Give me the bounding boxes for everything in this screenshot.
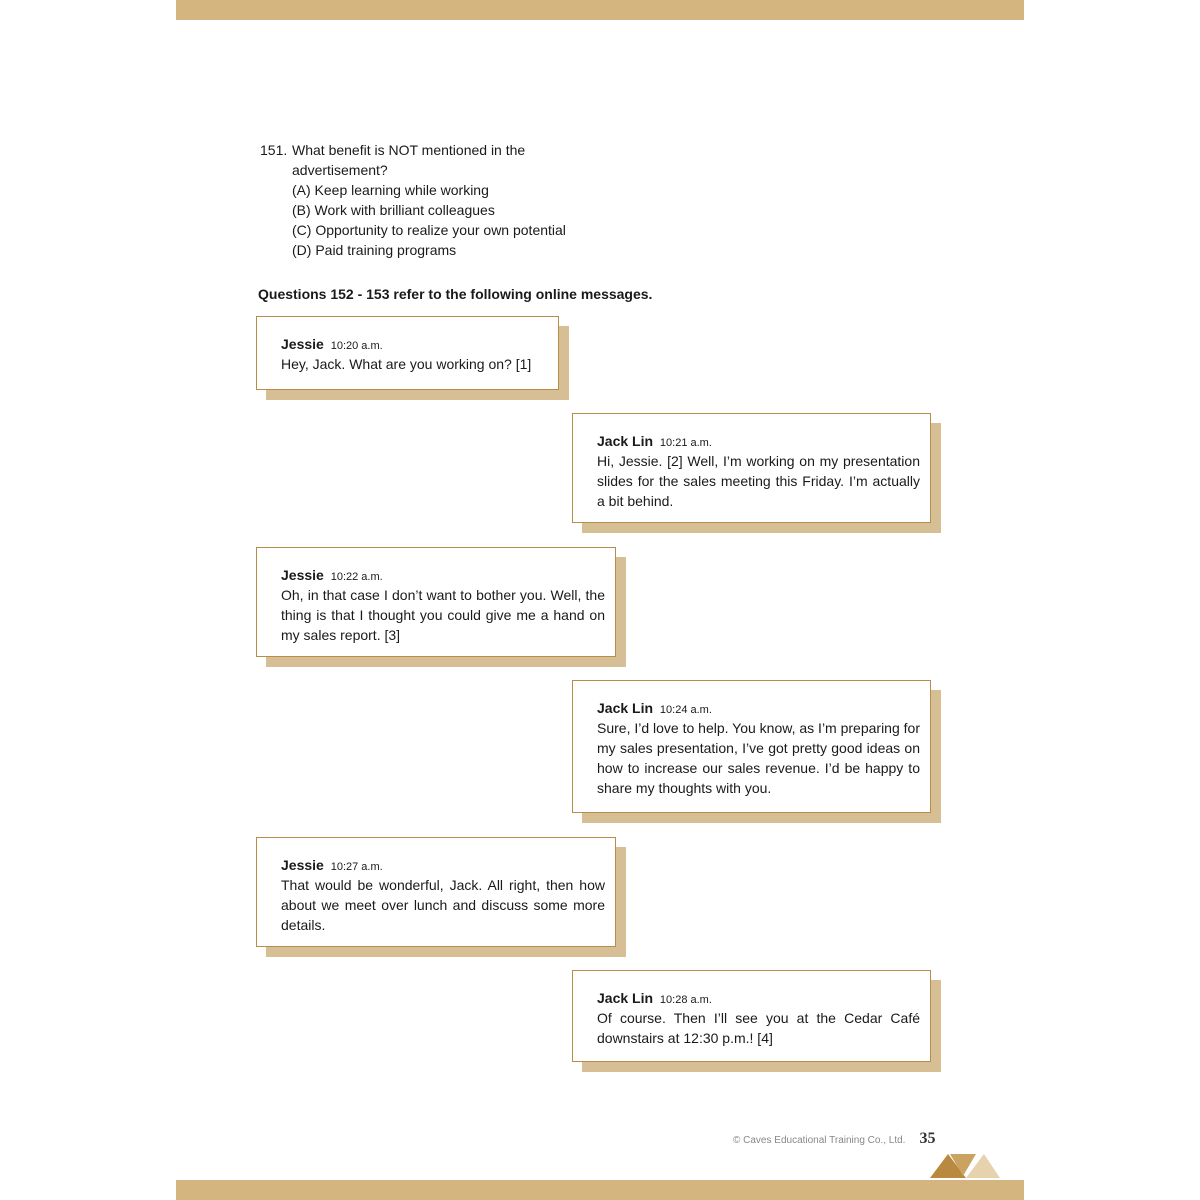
question-stem: What benefit is NOT mentioned in the advertisement? <box>292 142 526 178</box>
bottom-decorative-band <box>176 1180 1024 1200</box>
message-box <box>572 680 931 813</box>
section-heading: Questions 152 - 153 refer to the following online messages. <box>258 286 653 302</box>
message-time: 10:24 a.m. <box>659 704 712 716</box>
question-stem-row <box>260 140 680 180</box>
message-card <box>256 316 559 390</box>
message-text: That would be wonderful, Jack. All right, then how about we meet over lunch and discuss some more details. <box>281 877 605 933</box>
message-time: 10:28 a.m. <box>659 994 712 1006</box>
copyright-notice: © Caves Educational Training Co., Ltd. <box>733 1135 906 1146</box>
option-d: (D) Paid training programs <box>292 242 457 258</box>
sender-name: Jack Lin <box>597 433 654 449</box>
option-c: (C) Opportunity to realize your own potential <box>292 222 566 238</box>
message-box <box>256 837 616 947</box>
message-time: 10:27 a.m. <box>330 861 383 873</box>
message-header <box>597 431 920 451</box>
message-box <box>572 970 931 1062</box>
option-b: (B) Work with brilliant colleagues <box>292 202 495 218</box>
message-box <box>256 547 616 657</box>
message-card <box>572 970 931 1062</box>
message-box <box>572 413 931 523</box>
message-text: Hey, Jack. What are you working on? [1] <box>281 356 532 372</box>
page-number: 35 <box>919 1130 936 1147</box>
sender-name: Jack Lin <box>597 700 654 716</box>
sender-name: Jack Lin <box>597 990 654 1006</box>
page-footer <box>733 1130 935 1148</box>
option-a: (A) Keep learning while working <box>292 182 489 198</box>
message-header <box>597 698 920 718</box>
sender-name: Jessie <box>281 336 324 352</box>
message-time: 10:20 a.m. <box>330 340 383 352</box>
sender-name: Jessie <box>281 857 324 873</box>
top-decorative-band <box>176 0 1024 20</box>
message-card <box>572 680 931 813</box>
question-151 <box>260 140 680 260</box>
message-text: Oh, in that case I don’t want to bother you. Well, the thing is that I thought you could give me a hand on my sales report. [3] <box>281 587 605 643</box>
message-time: 10:22 a.m. <box>330 571 383 583</box>
sender-name: Jessie <box>281 567 324 583</box>
message-time: 10:21 a.m. <box>659 437 712 449</box>
message-box <box>256 316 559 390</box>
question-number: 151. <box>260 142 288 158</box>
message-text: Hi, Jessie. [2] Well, I’m working on my presentation slides for the sales meeting this Friday. I’m actually a bit behind. <box>597 453 920 509</box>
triangle-logo-icon <box>928 1150 1000 1180</box>
message-card <box>572 413 931 523</box>
message-text: Of course. Then I’ll see you at the Cedar Café downstairs at 12:30 p.m.! [4] <box>597 1010 920 1046</box>
message-header <box>281 855 605 875</box>
message-header <box>281 565 605 585</box>
message-card <box>256 547 616 657</box>
message-header <box>597 988 920 1008</box>
message-text: Sure, I’d love to help. You know, as I’m preparing for my sales presentation, I’ve got pretty good ideas on how to increase our sales revenue. I’d be happy to share my thoughts with you. <box>597 720 920 796</box>
message-header <box>281 334 548 354</box>
message-card <box>256 837 616 947</box>
